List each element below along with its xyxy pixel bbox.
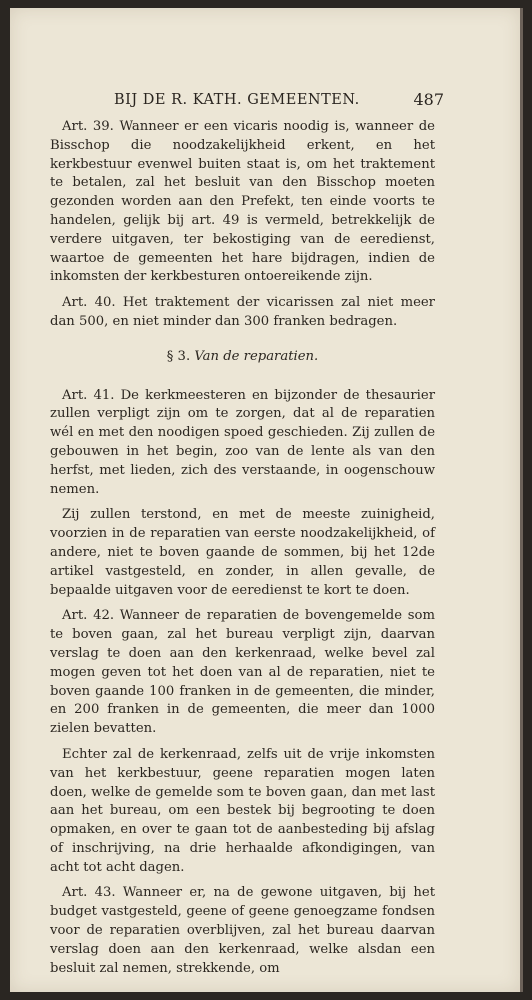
page-header [114,92,444,114]
article-39: Art. 39. Wanneer er een vicaris noodig is, wanneer de Bisschop die noodzakelijkheid erkent, en het kerkbestuur evenwel buiten staat is, om het traktement te betalen, zal het besluit van den Bisschop moeten gezonden worden aan den Prefekt, ten einde voorts te handelen, gelijk bij art. 49 is vermeld, betrekkelijk de verdere uitgaven, ter bekostiging van de eeredienst, waartoe de gemeenten het hare bijdragen, indien de inkomsten der kerkbesturen ontoereikende zijn. [50,119,435,285]
article-42: Art. 42. Wanneer de reparatien de bovengemelde som te boven gaan, zal het bureau verpligt zijn, daarvan verslag te doen aan den kerkenraad, welke bevel zal mogen geven tot het doen van al de reparatien, niet te boven gaande 100 franken in de gemeenten, die minder, en 200 franken in de gemeenten, die meer dan 1000 zielen bevatten. [50,608,435,737]
running-title: BIJ DE R. KATH. GEMEENTEN. [114,92,360,108]
article-40: Art. 40. Het traktement der vicarissen zal niet meer dan 500, en niet minder dan 300 franken bedragen. [50,295,435,329]
section-heading [50,348,435,367]
article-41: Art. 41. De kerkmeesteren en bijzonder de thesaurier zullen verpligt zijn om te zorgen, dat al de reparatien wél en met den noodigen spoed geschieden. Zij zullen de gebouwen in het begin, zoo van de lente als van den herfst, met lieden, zich des verstaande, in oogenschouw nemen. [50,387,435,497]
page-number: 487 [413,90,444,109]
article-41-continued: Zij zullen terstond, en met de meeste zuinigheid, voorzien in de reparatien van eerste noodzakelijkheid, of andere, niet te boven gaande de sommen, bij het 12de artikel vastgesteld, en zonder, in allen gevalle, de bepaalde uitgaven voor de eeredienst te kort te doen. [50,507,435,598]
article-42-continued: Echter zal de kerkenraad, zelfs uit de vrije inkomsten van het kerkbestuur, geene reparatien mogen laten doen, welke de gemelde som te boven gaan, dan met last aan het bureau, om een bestek bij begrooting te doen opmaken, en over te gaan tot de aanbesteding bij afslag of inschrijving, na drie herhaalde afkondigingen, van acht tot acht dagen. [50,746,435,875]
section-number: § 3. [166,348,191,364]
section-title: Van de reparatien. [194,348,319,364]
body-text [50,118,435,985]
article-43: Art. 43. Wanneer er, na de gewone uitgaven, bij het budget vastgesteld, geene of geene genoegzame fondsen voor de reparatien overblijven, zal het bureau daarvan verslag doen aan den kerkenraad, welke alsdan een besluit zal nemen, strekkende, om [50,885,435,976]
